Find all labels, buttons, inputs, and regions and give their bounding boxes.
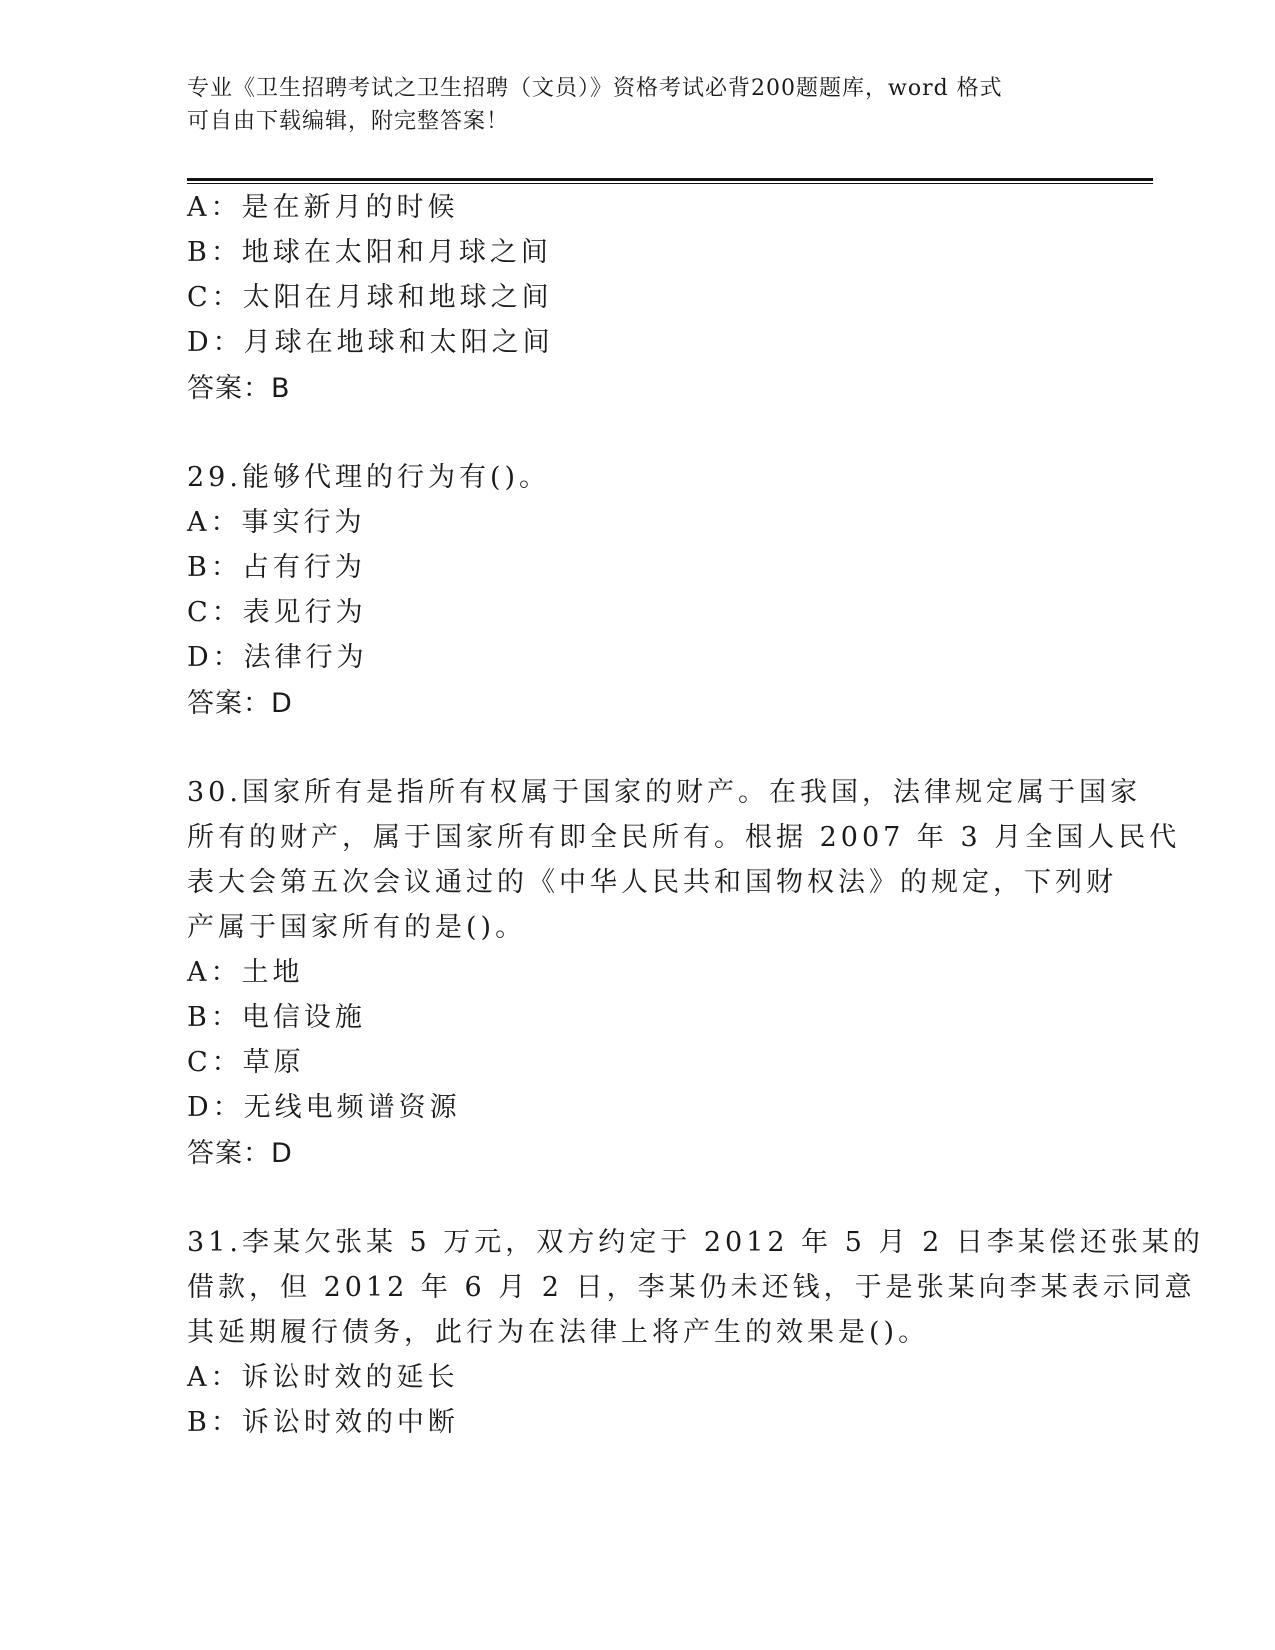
q31-option-a: A：诉讼时效的延长 <box>187 1362 459 1393</box>
header-line-1: 专业《卫生招聘考试之卫生招聘（文员）》资格考试必背200题题库，word 格式 <box>187 76 1003 101</box>
q28-option-b: B：地球在太阳和月球之间 <box>187 237 552 268</box>
q31-stem-line-1: 31.李某欠张某 5 万元，双方约定于 2012 年 5 月 2 日李某偿还张某的 <box>187 1227 1204 1258</box>
q31-stem-line-3: 其延期履行债务，此行为在法律上将产生的效果是()。 <box>187 1317 930 1348</box>
q29-stem: 29.能够代理的行为有()。 <box>187 462 551 493</box>
header-line-2: 可自由下载编辑，附完整答案！ <box>187 109 510 134</box>
q30-stem-line-4: 产属于国家所有的是()。 <box>187 912 527 943</box>
header-rule-thin <box>187 183 1153 184</box>
q31-stem-line-2: 借款，但 2012 年 6 月 2 日，李某仍未还钱，于是张某向李某表示同意 <box>187 1272 1196 1303</box>
q29-option-a: A：事实行为 <box>187 507 366 538</box>
q29-answer: 答案：D <box>187 688 293 719</box>
q28-option-c: C：太阳在月球和地球之间 <box>187 282 553 313</box>
document-header <box>187 72 1067 138</box>
q30-stem-line-1: 30.国家所有是指所有权属于国家的财产。在我国，法律规定属于国家 <box>187 777 1141 808</box>
q28-option-d: D：月球在地球和太阳之间 <box>187 327 554 358</box>
q30-option-b: B：电信设施 <box>187 1002 366 1033</box>
q30-option-a: A：土地 <box>187 957 304 988</box>
header-rule-thick <box>187 178 1153 181</box>
q30-stem-line-3: 表大会第五次会议通过的《中华人民共和国物权法》的规定，下列财 <box>187 867 1117 898</box>
q28-option-a: A：是在新月的时候 <box>187 192 459 223</box>
q29-option-d: D：法律行为 <box>187 642 368 673</box>
q31-option-b: B：诉讼时效的中断 <box>187 1407 459 1438</box>
q28-answer: 答案：B <box>187 373 291 404</box>
q29-option-b: B：占有行为 <box>187 552 366 583</box>
q29-option-c: C：表见行为 <box>187 597 367 628</box>
q30-option-c: C：草原 <box>187 1047 305 1078</box>
q30-stem-line-2: 所有的财产，属于国家所有即全民所有。根据 2007 年 3 月全国人民代 <box>187 822 1181 853</box>
q30-answer: 答案：D <box>187 1138 293 1169</box>
q30-option-d: D：无线电频谱资源 <box>187 1092 461 1123</box>
